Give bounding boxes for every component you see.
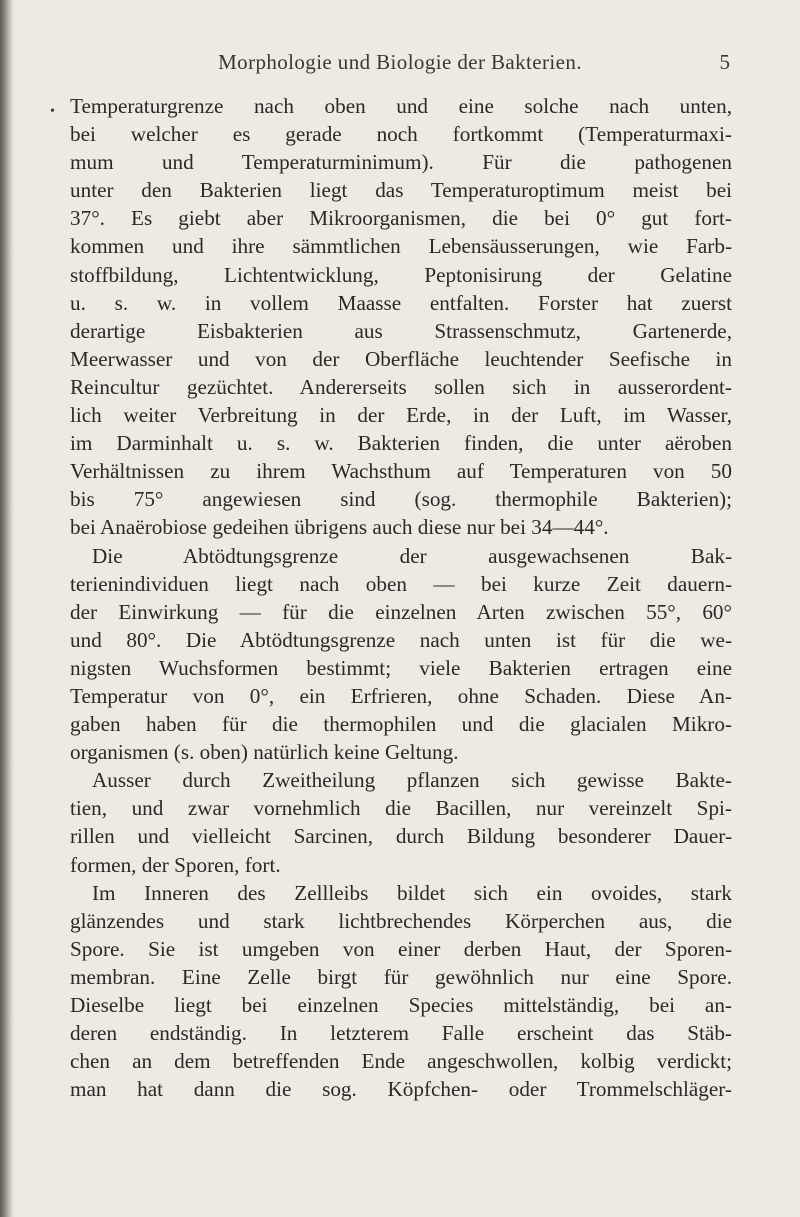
text-line: Temperatur von 0°, ein Erfrieren, ohne Schaden. Diese An-: [70, 683, 732, 708]
text-line: bei Anaërobiose gedeihen übrigens auch diese nur bei 34—44°.: [70, 515, 609, 540]
text-line: chen an dem betreffenden Ende angeschwollen, kolbig verdickt;: [70, 1049, 732, 1074]
text-line: stoffbildung, Lichtentwicklung, Peptonisirung der Gelatine: [70, 262, 732, 287]
text-line: Temperaturgrenze nach oben und eine solche nach unten,: [70, 94, 732, 118]
text-line: im Darminhalt u. s. w. Bakterien finden, die unter aëroben: [70, 431, 732, 456]
text-line: der Einwirkung — für die einzelnen Arten zwischen 55°, 60°: [70, 599, 732, 624]
text-line: unter den Bakterien liegt das Temperaturoptimum meist bei: [70, 178, 732, 203]
text-line: mum und Temperaturminimum). Für die pathogenen: [70, 150, 732, 175]
text-line: glänzendes und stark lichtbrechendes Körperchen aus, die: [70, 908, 732, 933]
text-line: derartige Eisbakterien aus Strassenschmutz, Gartenerde,: [70, 318, 732, 343]
text-line: u. s. w. in vollem Maasse entfalten. Forster hat zuerst: [70, 290, 732, 315]
binding-shadow: [0, 0, 14, 1217]
body-text: [70, 92, 732, 1103]
text-line: Verhältnissen zu ihrem Wachsthum auf Temperaturen von 50: [70, 459, 732, 484]
margin-mark: •: [50, 104, 55, 119]
text-line: organismen (s. oben) natürlich keine Geltung.: [70, 740, 459, 765]
text-line: bei welcher es gerade noch fortkommt (Temperaturmaxi-: [70, 122, 732, 147]
page-number: 5: [719, 50, 730, 74]
text-line: Spore. Sie ist umgeben von einer derben Haut, der Sporen-: [70, 936, 732, 961]
text-line: membran. Eine Zelle birgt für gewöhnlich nur eine Spore.: [70, 964, 732, 989]
running-head: [70, 50, 730, 80]
text-line: bis 75° angewiesen sind (sog. thermophile Bakterien);: [70, 487, 732, 512]
text-line: nigsten Wuchsformen bestimmt; viele Bakterien ertragen eine: [70, 655, 732, 680]
text-line: gaben haben für die thermophilen und die glacialen Mikro-: [70, 712, 732, 737]
text-line: man hat dann die sog. Köpfchen- oder Trommelschläger-: [70, 1077, 732, 1102]
text-line: terienindividuen liegt nach oben — bei kurze Zeit dauern-: [70, 571, 732, 596]
text-line: rillen und vielleicht Sarcinen, durch Bildung besonderer Dauer-: [70, 824, 732, 849]
text-line: 37°. Es giebt aber Mikroorganismen, die bei 0° gut fort-: [70, 206, 732, 231]
text-line: Meerwasser und von der Oberfläche leuchtender Seefische in: [70, 346, 732, 371]
text-line: kommen und ihre sämmtlichen Lebensäusserungen, wie Farb-: [70, 234, 732, 259]
text-line: und 80°. Die Abtödtungsgrenze nach unten ist für die we-: [70, 627, 732, 652]
running-title: Morphologie und Biologie der Bakterien.: [218, 50, 582, 74]
text-line: Dieselbe liegt bei einzelnen Species mittelständig, bei an-: [70, 993, 732, 1017]
text-line: formen, der Sporen, fort.: [70, 852, 281, 877]
text-line: lich weiter Verbreitung in der Erde, in der Luft, im Wasser,: [70, 403, 732, 428]
text-line: tien, und zwar vornehmlich die Bacillen, nur vereinzelt Spi-: [70, 796, 732, 821]
text-line: deren endständig. In letzterem Falle erscheint das Stäb-: [70, 1021, 732, 1046]
text-line: Reincultur gezüchtet. Andererseits sollen sich in ausserordent-: [70, 374, 732, 399]
text-line: Ausser durch Zweitheilung pflanzen sich gewisse Bakte-: [92, 768, 732, 793]
text-line: Die Abtödtungsgrenze der ausgewachsenen Bak-: [92, 543, 732, 568]
text-line: Im Inneren des Zellleibs bildet sich ein ovoides, stark: [92, 880, 732, 905]
